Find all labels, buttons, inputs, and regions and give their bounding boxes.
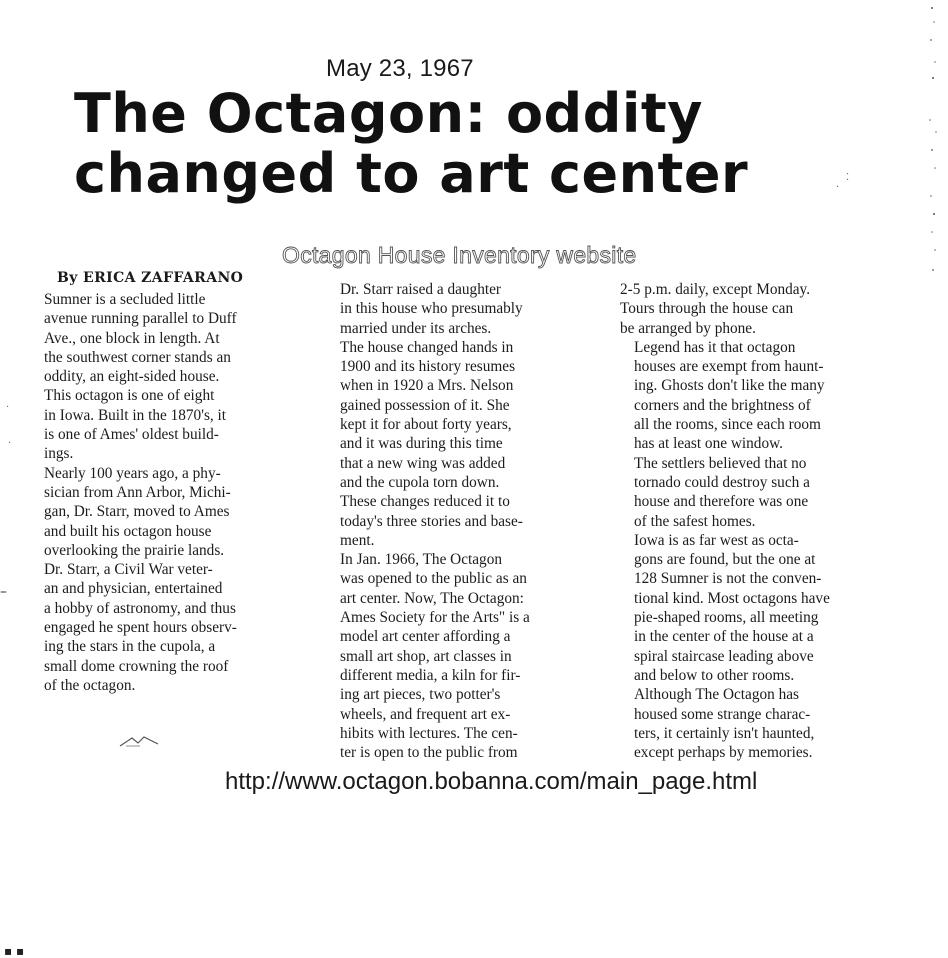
article-line: was opened to the public as an — [340, 570, 527, 588]
article-line: ing art pieces, two potter's — [340, 686, 501, 704]
headline-line-1: The Octagon: oddity — [74, 82, 703, 145]
margin-dash: – — [0, 584, 7, 600]
article-line: gan, Dr. Starr, moved to Ames — [44, 503, 230, 521]
article-paragraph — [30, 560, 300, 695]
article-line: avenue running parallel to Duff — [44, 310, 237, 328]
article-line: pie-shaped rooms, all meeting — [634, 609, 819, 627]
margin-speck: · — [6, 402, 10, 413]
article-line: This octagon is one of eight — [44, 387, 215, 405]
article-paragraph — [326, 550, 596, 762]
headline-line-2: changed to art center — [74, 142, 749, 205]
article-line: the southwest corner stands an — [44, 348, 231, 366]
article-line: has at least one window. — [634, 435, 783, 453]
article-line: 2-5 p.m. daily, except Monday. — [620, 281, 811, 298]
article-line: 1900 and its history resumes — [340, 358, 516, 376]
article-line: today's three stories and base- — [340, 512, 523, 530]
article-paragraph — [620, 454, 898, 531]
article-column-1 — [30, 290, 300, 695]
article-line: gained possession of it. She — [340, 396, 510, 414]
byline: By ERICA ZAFFARANO — [57, 270, 244, 286]
article-line: Ames Society for the Arts" is a — [340, 609, 530, 627]
article-line: and built his octagon house — [44, 522, 212, 540]
article-paragraph — [620, 338, 898, 454]
article-line: small art shop, art classes in — [340, 647, 512, 665]
article-line: Dr. Starr, a Civil War veter- — [44, 561, 213, 579]
article-line: ters, it certainly isn't haunted, — [634, 724, 815, 742]
article-line: Tours through the house can — [620, 300, 794, 318]
article-line: except perhaps by memories. — [634, 744, 813, 762]
article-line: that a new wing was added — [340, 454, 506, 472]
scan-edge-ticks: ▪ ▪ — [4, 944, 25, 958]
article-line: ter is open to the public from — [340, 744, 518, 762]
article-line: oddity, an eight-sided house. — [44, 368, 220, 386]
margin-speck: · — [8, 438, 12, 449]
article-line: and the cupola torn down. — [340, 473, 500, 491]
article-line: in Iowa. Built in the 1870's, it — [44, 406, 227, 424]
article-line: hibits with lectures. The cen- — [340, 724, 518, 742]
article-line: different media, a kiln for fir- — [340, 666, 521, 684]
article-line: of the safest homes. — [634, 512, 756, 530]
article-line: an and physician, entertained — [44, 580, 223, 598]
article-line: and below to other rooms. — [634, 666, 795, 684]
article-column-3 — [620, 280, 898, 762]
article-line: Dr. Starr raised a daughter — [340, 281, 501, 298]
article-line: small dome crowning the roof — [44, 657, 229, 675]
article-line: Iowa is as far west as octa- — [634, 531, 799, 549]
article-paragraph — [326, 280, 596, 338]
article-line: corners and the brightness of — [634, 396, 811, 414]
article-paragraph — [620, 531, 898, 685]
article-line: house and therefore was one — [634, 493, 809, 511]
article-line: Legend has it that octagon — [634, 338, 796, 356]
article-line: and it was during this time — [340, 435, 503, 453]
article-line: overlooking the prairie lands. — [44, 541, 225, 559]
article-paragraph — [326, 338, 596, 550]
article-line: Sumner is a secluded little — [44, 291, 206, 308]
article-paragraph — [30, 464, 300, 560]
article-line: tional kind. Most octagons have — [634, 589, 830, 607]
article-line: is one of Ames' oldest build- — [44, 426, 219, 444]
article-line: housed some strange charac- — [634, 705, 811, 723]
article-line: when in 1920 a Mrs. Nelson — [340, 377, 514, 395]
margin-speck: ⁚ — [846, 172, 850, 183]
article-line: 128 Sumner is not the conven- — [634, 570, 822, 588]
article-line: gons are found, but the one at — [634, 551, 816, 569]
article-column-2 — [326, 280, 596, 762]
article-paragraph — [30, 290, 300, 386]
article-line: The settlers believed that no — [634, 454, 807, 472]
article-line: ings. — [44, 445, 74, 463]
article-line: In Jan. 1966, The Octagon — [340, 551, 502, 569]
article-line: all the rooms, since each room — [634, 416, 821, 434]
article-line: Ave., one block in length. At — [44, 329, 220, 347]
article-line: kept it for about forty years, — [340, 416, 512, 434]
article-line: tornado could destroy such a — [634, 473, 810, 491]
scribble-mark — [118, 734, 160, 748]
clipping-date: May 23, 1967 — [326, 55, 474, 82]
article-line: ing the stars in the cupola, a — [44, 638, 216, 656]
source-watermark: Octagon House Inventory website — [282, 242, 637, 268]
scan-edge-specks — [926, 0, 940, 300]
article-line: in this house who presumably — [340, 300, 523, 318]
article-line: model art center affording a — [340, 628, 511, 646]
source-url: http://www.octagon.bobanna.com/main_page.html — [225, 768, 758, 795]
article-paragraph — [620, 685, 898, 762]
article-line: a hobby of astronomy, and thus — [44, 599, 236, 617]
article-line: spiral staircase leading above — [634, 647, 814, 665]
article-line: of the octagon. — [44, 676, 136, 694]
headline — [74, 84, 814, 204]
article-line: ing. Ghosts don't like the many — [634, 377, 825, 395]
article-line: wheels, and frequent art ex- — [340, 705, 511, 723]
article-line: sician from Ann Arbor, Michi- — [44, 483, 231, 501]
article-line: engaged he spent hours observ- — [44, 619, 237, 637]
article-line: ment. — [340, 531, 375, 549]
article-line: These changes reduced it to — [340, 493, 510, 511]
article-paragraph — [620, 280, 898, 338]
article-line: Although The Octagon has — [634, 686, 799, 704]
article-line: houses are exempt from haunt- — [634, 358, 824, 376]
article-line: The house changed hands in — [340, 338, 514, 356]
article-line: married under its arches. — [340, 319, 492, 337]
article-paragraph — [30, 386, 300, 463]
margin-speck: · — [836, 182, 840, 193]
article-line: in the center of the house at a — [634, 628, 814, 646]
article-line: Nearly 100 years ago, a phy- — [44, 464, 221, 482]
article-line: art center. Now, The Octagon: — [340, 589, 524, 607]
article-line: be arranged by phone. — [620, 319, 756, 337]
